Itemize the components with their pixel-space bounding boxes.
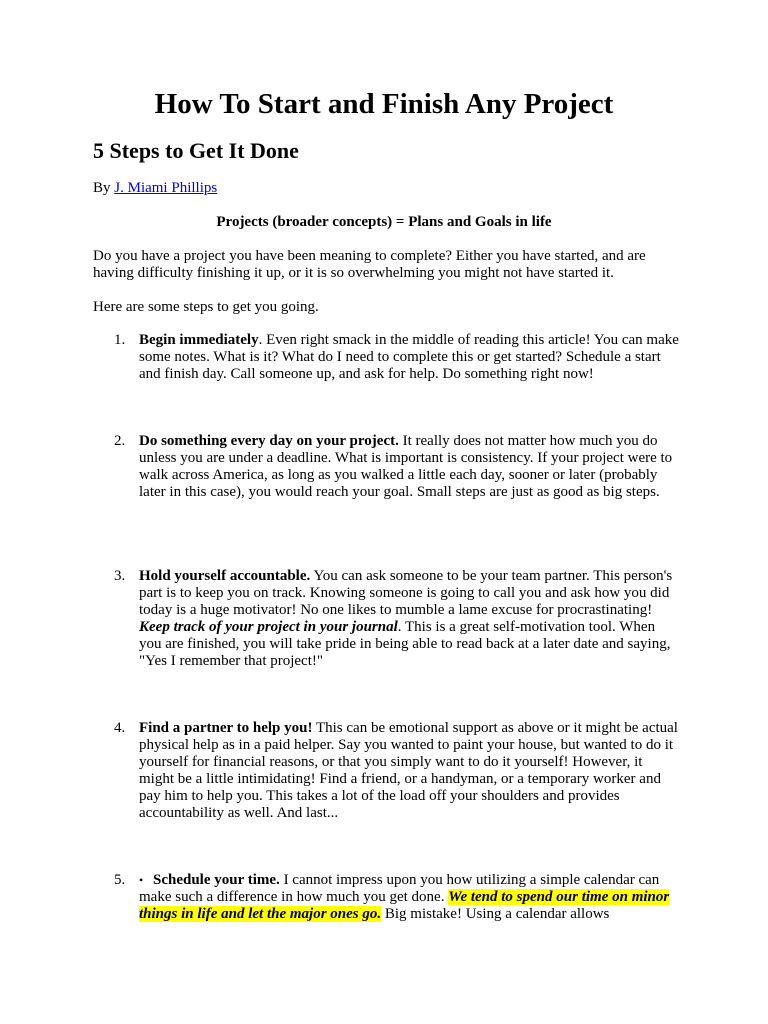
step-text xyxy=(139,720,679,822)
document-subtitle: 5 Steps to Get It Done xyxy=(93,138,299,163)
step-heading: Do something every day on your project. xyxy=(139,433,399,449)
step-heading: Find a partner to help you! xyxy=(139,720,313,736)
step-text xyxy=(139,872,679,923)
step-number: 5. xyxy=(114,872,126,888)
byline-prefix: By xyxy=(93,180,115,196)
step-body: . This is a great self-motivation tool. When you are finished, you will take pride in being able to read back at a later date and saying, "Yes I remember that project!" xyxy=(139,619,671,669)
step-body: Big mistake! Using a calendar allows xyxy=(381,906,610,922)
step-body: It really does not matter how much you do unless you are under a deadline. What is important is consistency. If your project were to walk across America, as long as you walked a little each day, sooner or later (probably later in this case), you would reach your goal. Small steps are just as good as big steps. xyxy=(139,433,673,500)
step-number: 2. xyxy=(114,433,126,449)
step-emphasis: Keep track of your project in your journal xyxy=(139,619,398,635)
step-heading: Begin immediately xyxy=(139,332,259,348)
step-text xyxy=(139,433,679,501)
intro-paragraph: Do you have a project you have been meaning to complete? Either you have started, and are having difficulty finishing it up, or it is so overwhelming you might not have started it. xyxy=(93,248,646,281)
highlighted-text: We tend to spend our time on minor things in life and let the major ones go. xyxy=(139,889,670,922)
step-number: 4. xyxy=(114,720,126,736)
document-title: How To Start and Finish Any Project xyxy=(154,88,614,120)
step-heading: Hold yourself accountable. xyxy=(139,568,311,584)
step-text xyxy=(139,332,679,383)
step-number: 3. xyxy=(114,568,126,584)
step-body: I cannot impress upon you how utilizing a simple calendar can make such a difference in how much you get done. xyxy=(139,872,660,905)
step-text xyxy=(139,568,679,670)
step-body: . Even right smack in the middle of reading this article! You can make some notes. What is it? What do I need to complete this or get started? Schedule a start and finish day. Call someone up, and ask for help. Do something right now! xyxy=(139,332,679,382)
intro-paragraph: Here are some steps to get you going. xyxy=(93,299,319,315)
step-heading: Schedule your time. xyxy=(153,872,280,888)
bullet-icon: • xyxy=(139,873,144,887)
step-body: This can be emotional support as above or it might be actual physical help as in a paid helper. Say you wanted to paint your house, but wanted to do it yourself for financial reasons, or that you simply want to do it yourself! However, it might be a little intimidating! Find a friend, or a handyman, or a temporary worker and pay him to help you. This takes a lot of the load off your shoulders and provides accountability as well. And last... xyxy=(139,720,678,821)
byline xyxy=(93,179,217,197)
step-number: 1. xyxy=(114,332,126,348)
tagline: Projects (broader concepts) = Plans and Goals in life xyxy=(216,214,552,230)
author-link[interactable]: J. Miami Phillips xyxy=(114,180,218,196)
step-body: You can ask someone to be your team partner. This person's part is to keep you on track. Knowing someone is going to call you and ask how you did today is a huge motivator! No one likes to mumble a lame excuse for procrastinating! xyxy=(139,568,673,618)
